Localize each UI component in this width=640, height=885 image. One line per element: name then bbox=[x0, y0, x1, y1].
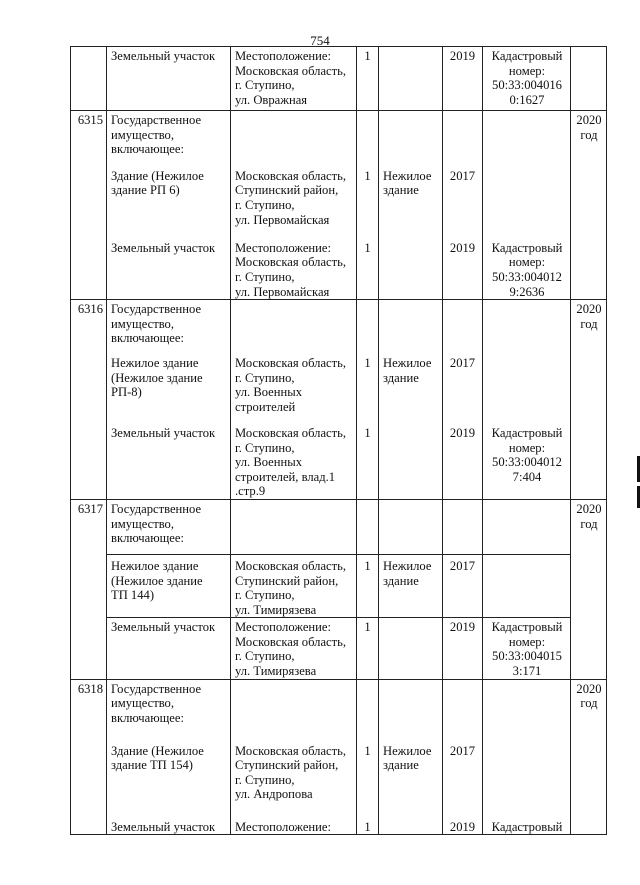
item-address-line: Ступинский район, bbox=[235, 183, 339, 198]
item-address-line: строителей, влад.1 bbox=[235, 469, 336, 484]
item-address bbox=[231, 157, 357, 229]
item-cadastral bbox=[483, 47, 571, 111]
item-purpose bbox=[379, 346, 443, 418]
item-name-line: РП-8) bbox=[111, 385, 142, 400]
item-address-line: г. Ступино, bbox=[235, 649, 295, 664]
item-quantity-line: 1 bbox=[364, 620, 371, 635]
record-year-line: год bbox=[580, 127, 598, 142]
item-address-line: Ступинский район, bbox=[235, 758, 339, 773]
item-address bbox=[231, 346, 357, 418]
item-year-line: 2019 bbox=[449, 425, 476, 440]
item-year-line: 2019 bbox=[449, 49, 476, 63]
item-name bbox=[107, 229, 231, 300]
header-empty bbox=[379, 679, 443, 732]
item-quantity bbox=[357, 418, 379, 499]
item-cadastral bbox=[483, 732, 571, 804]
item-address bbox=[231, 229, 357, 300]
item-address-line: Московская область, bbox=[235, 558, 347, 573]
item-name bbox=[107, 418, 231, 499]
header-empty bbox=[379, 499, 443, 554]
record-header-line: Государственное bbox=[111, 113, 202, 127]
item-year-line: 2017 bbox=[449, 743, 476, 758]
item-name-line: ТП 144) bbox=[111, 588, 155, 603]
item-name-line: Земельный участок bbox=[111, 49, 216, 63]
record-header bbox=[107, 300, 231, 346]
item-address-line: Местоположение: bbox=[235, 819, 331, 834]
item-year bbox=[443, 157, 483, 229]
record-header-line: Государственное bbox=[111, 681, 202, 696]
record-number bbox=[71, 47, 107, 111]
item-address-line: Местоположение: bbox=[235, 620, 331, 635]
item-name-line: Нежилое здание bbox=[111, 355, 199, 370]
record-year-line: 2020 bbox=[576, 113, 602, 127]
item-cadastral-line: номер: bbox=[508, 255, 546, 270]
record-year-line: год bbox=[580, 316, 598, 331]
item-address-line: Московская область, bbox=[235, 168, 347, 183]
item-quantity bbox=[357, 732, 379, 804]
table-row bbox=[71, 300, 607, 346]
header-empty bbox=[443, 679, 483, 732]
item-address-line: ул. Андропова bbox=[235, 787, 313, 802]
record-header-line: имущество, bbox=[111, 696, 175, 711]
item-year bbox=[443, 346, 483, 418]
item-name-line: (Нежилое здание bbox=[111, 370, 203, 385]
item-name bbox=[107, 346, 231, 418]
item-address-line: ул. Первомайская bbox=[235, 212, 330, 227]
record-year bbox=[571, 300, 607, 500]
record-header-line: включающее: bbox=[111, 710, 184, 725]
item-cadastral-line: Кадастровый bbox=[491, 49, 563, 63]
item-name-line: Земельный участок bbox=[111, 240, 216, 255]
header-empty bbox=[231, 679, 357, 732]
item-cadastral-line: 0:1627 bbox=[509, 92, 545, 107]
item-cadastral-line: 50:33:004012 bbox=[492, 455, 562, 470]
item-name bbox=[107, 804, 231, 835]
item-name-line: Земельный участок bbox=[111, 819, 216, 834]
item-address-line: Московская область, bbox=[235, 355, 347, 370]
item-year-line: 2019 bbox=[449, 819, 476, 834]
header-empty bbox=[443, 499, 483, 554]
table-row bbox=[71, 229, 607, 300]
item-year bbox=[443, 418, 483, 499]
item-address-line: Ступинский район, bbox=[235, 573, 339, 588]
item-cadastral-line: 50:33:004012 bbox=[492, 269, 562, 284]
header-empty bbox=[379, 111, 443, 157]
item-address bbox=[231, 732, 357, 804]
table-body bbox=[71, 47, 607, 835]
item-year bbox=[443, 554, 483, 617]
item-year-line: 2017 bbox=[449, 558, 476, 573]
item-name-line: здание ТП 154) bbox=[111, 758, 193, 773]
record-year bbox=[571, 679, 607, 835]
item-cadastral-line: 50:33:004015 bbox=[492, 649, 562, 664]
table-row bbox=[71, 618, 607, 679]
item-cadastral bbox=[483, 418, 571, 499]
item-year bbox=[443, 804, 483, 835]
record-year-line: 2020 bbox=[576, 302, 602, 317]
item-name bbox=[107, 618, 231, 679]
header-empty bbox=[231, 300, 357, 346]
table-row bbox=[71, 499, 607, 554]
item-cadastral-line: Кадастровый bbox=[491, 620, 563, 635]
item-name-line: Земельный участок bbox=[111, 620, 216, 635]
item-address bbox=[231, 804, 357, 835]
item-purpose-line: здание bbox=[383, 758, 419, 773]
item-address-line: ул. Военных bbox=[235, 455, 303, 470]
item-address-line: Московская область, bbox=[235, 63, 347, 78]
item-cadastral-line: номер: bbox=[508, 634, 546, 649]
record-year-line: 2020 bbox=[576, 501, 602, 516]
table-row bbox=[71, 804, 607, 835]
item-year bbox=[443, 618, 483, 679]
header-empty bbox=[357, 679, 379, 732]
record-header-line: включающее: bbox=[111, 531, 184, 546]
item-address-line: г. Ступино, bbox=[235, 588, 295, 603]
record-header-line: имущество, bbox=[111, 127, 175, 142]
item-address-line: г. Ступино, bbox=[235, 440, 295, 455]
item-cadastral-line: номер: bbox=[508, 63, 546, 78]
item-year-line: 2019 bbox=[449, 240, 476, 255]
item-quantity-line: 1 bbox=[364, 168, 371, 183]
item-address-line: г. Ступино, bbox=[235, 197, 295, 212]
item-address bbox=[231, 618, 357, 679]
record-year bbox=[571, 499, 607, 679]
record-number bbox=[71, 499, 107, 679]
item-name bbox=[107, 47, 231, 111]
item-address-line: г. Ступино, bbox=[235, 269, 295, 284]
record-number bbox=[71, 111, 107, 300]
item-cadastral bbox=[483, 346, 571, 418]
item-quantity-line: 1 bbox=[364, 743, 371, 758]
record-year-line: год bbox=[580, 696, 598, 711]
item-purpose-line: здание bbox=[383, 573, 419, 588]
table-row bbox=[71, 111, 607, 157]
record-year-line: 2020 bbox=[576, 681, 602, 696]
item-year-line: 2017 bbox=[449, 355, 476, 370]
item-address-line: г. Ступино, bbox=[235, 772, 295, 787]
header-empty bbox=[443, 300, 483, 346]
record-header bbox=[107, 111, 231, 157]
item-address bbox=[231, 418, 357, 499]
item-address-line: ул. Овражная bbox=[235, 92, 308, 107]
header-empty bbox=[483, 300, 571, 346]
table-row bbox=[71, 418, 607, 499]
item-cadastral-line: 7:404 bbox=[512, 469, 542, 484]
table-row bbox=[71, 47, 607, 111]
record-number-line: 6315 bbox=[77, 113, 103, 127]
item-address-line: Московская область, bbox=[235, 255, 347, 270]
item-cadastral-line: номер: bbox=[508, 440, 546, 455]
header-empty bbox=[357, 111, 379, 157]
item-quantity bbox=[357, 157, 379, 229]
item-address-line: г. Ступино, bbox=[235, 78, 295, 93]
record-number-line: 6316 bbox=[77, 302, 103, 317]
item-address-line: ул. Военных bbox=[235, 385, 303, 400]
item-address-line: Местоположение: bbox=[235, 240, 331, 255]
item-name bbox=[107, 732, 231, 804]
record-number-line: 6318 bbox=[77, 681, 103, 696]
item-address-line: ул. Тимирязева bbox=[235, 602, 317, 617]
record-header bbox=[107, 499, 231, 554]
item-quantity-line: 1 bbox=[364, 819, 371, 834]
record-number bbox=[71, 679, 107, 835]
table-row bbox=[71, 346, 607, 418]
item-purpose bbox=[379, 732, 443, 804]
item-address-line: Московская область, bbox=[235, 743, 347, 758]
page-number: 754 bbox=[310, 33, 330, 48]
item-year bbox=[443, 229, 483, 300]
item-name-line: Здание (Нежилое bbox=[111, 743, 204, 758]
item-address-line: ул. Первомайская bbox=[235, 284, 330, 299]
item-purpose-line: здание bbox=[383, 183, 419, 198]
item-purpose bbox=[379, 157, 443, 229]
item-purpose-line: Нежилое bbox=[383, 743, 432, 758]
item-cadastral-line: 50:33:004016 bbox=[492, 78, 562, 93]
item-purpose bbox=[379, 229, 443, 300]
record-number-line: 6317 bbox=[77, 501, 103, 516]
item-purpose-line: Нежилое bbox=[383, 168, 432, 183]
item-purpose bbox=[379, 47, 443, 111]
item-quantity bbox=[357, 229, 379, 300]
item-cadastral-line: Кадастровый bbox=[491, 425, 563, 440]
item-year bbox=[443, 47, 483, 111]
record-header-line: включающее: bbox=[111, 142, 184, 157]
record-year-line: год bbox=[580, 516, 598, 531]
record-header-line: включающее: bbox=[111, 331, 184, 346]
item-address-line: ул. Тимирязева bbox=[235, 664, 317, 679]
item-quantity-line: 1 bbox=[364, 558, 371, 573]
table-row bbox=[71, 732, 607, 804]
record-year bbox=[571, 47, 607, 111]
item-purpose bbox=[379, 554, 443, 617]
item-cadastral bbox=[483, 804, 571, 835]
header-empty bbox=[231, 499, 357, 554]
item-year-line: 2017 bbox=[449, 168, 476, 183]
item-name-line: (Нежилое здание bbox=[111, 573, 203, 588]
item-quantity bbox=[357, 618, 379, 679]
item-cadastral-line: Кадастровый bbox=[491, 240, 563, 255]
item-name bbox=[107, 157, 231, 229]
item-purpose bbox=[379, 618, 443, 679]
item-address-line: Московская область, bbox=[235, 425, 347, 440]
item-quantity bbox=[357, 346, 379, 418]
record-header-line: Государственное bbox=[111, 501, 202, 516]
item-quantity bbox=[357, 47, 379, 111]
header-empty bbox=[379, 300, 443, 346]
header-empty bbox=[483, 111, 571, 157]
item-purpose bbox=[379, 804, 443, 835]
header-empty bbox=[483, 679, 571, 732]
header-empty bbox=[483, 499, 571, 554]
item-cadastral bbox=[483, 229, 571, 300]
item-quantity-line: 1 bbox=[364, 49, 371, 63]
header-empty bbox=[443, 111, 483, 157]
item-address-line: строителей bbox=[235, 399, 296, 414]
item-cadastral bbox=[483, 618, 571, 679]
item-address-line: г. Ступино, bbox=[235, 370, 295, 385]
table-row bbox=[71, 554, 607, 617]
item-address-line: Московская область, bbox=[235, 634, 347, 649]
item-quantity-line: 1 bbox=[364, 240, 371, 255]
record-header-line: Государственное bbox=[111, 302, 202, 317]
item-cadastral-line: Кадастровый bbox=[491, 819, 563, 834]
item-address-line: .стр.9 bbox=[235, 484, 266, 499]
header-empty bbox=[357, 300, 379, 346]
item-address-line: Местоположение: bbox=[235, 49, 331, 63]
table-row bbox=[71, 679, 607, 732]
item-address bbox=[231, 554, 357, 617]
item-name-line: здание РП 6) bbox=[111, 183, 180, 198]
item-year bbox=[443, 732, 483, 804]
item-address bbox=[231, 47, 357, 111]
item-quantity-line: 1 bbox=[364, 425, 371, 440]
item-purpose-line: Нежилое bbox=[383, 355, 432, 370]
record-header-line: имущество, bbox=[111, 516, 175, 531]
item-purpose-line: Нежилое bbox=[383, 558, 432, 573]
item-cadastral bbox=[483, 554, 571, 617]
table-row bbox=[71, 157, 607, 229]
item-cadastral-line: 9:2636 bbox=[509, 284, 545, 299]
item-name bbox=[107, 554, 231, 617]
record-header-line: имущество, bbox=[111, 316, 175, 331]
header-empty bbox=[357, 499, 379, 554]
record-year bbox=[571, 111, 607, 300]
item-name-line: Нежилое здание bbox=[111, 558, 199, 573]
item-name-line: Здание (Нежилое bbox=[111, 168, 204, 183]
item-quantity bbox=[357, 554, 379, 617]
record-header bbox=[107, 679, 231, 732]
item-year-line: 2019 bbox=[449, 620, 476, 635]
property-table bbox=[70, 46, 607, 835]
item-name-line: Земельный участок bbox=[111, 425, 216, 440]
item-quantity-line: 1 bbox=[364, 355, 371, 370]
item-cadastral-line: 3:171 bbox=[512, 664, 542, 679]
item-purpose-line: здание bbox=[383, 370, 419, 385]
header-empty bbox=[231, 111, 357, 157]
item-cadastral bbox=[483, 157, 571, 229]
item-purpose bbox=[379, 418, 443, 499]
item-quantity bbox=[357, 804, 379, 835]
record-number bbox=[71, 300, 107, 500]
